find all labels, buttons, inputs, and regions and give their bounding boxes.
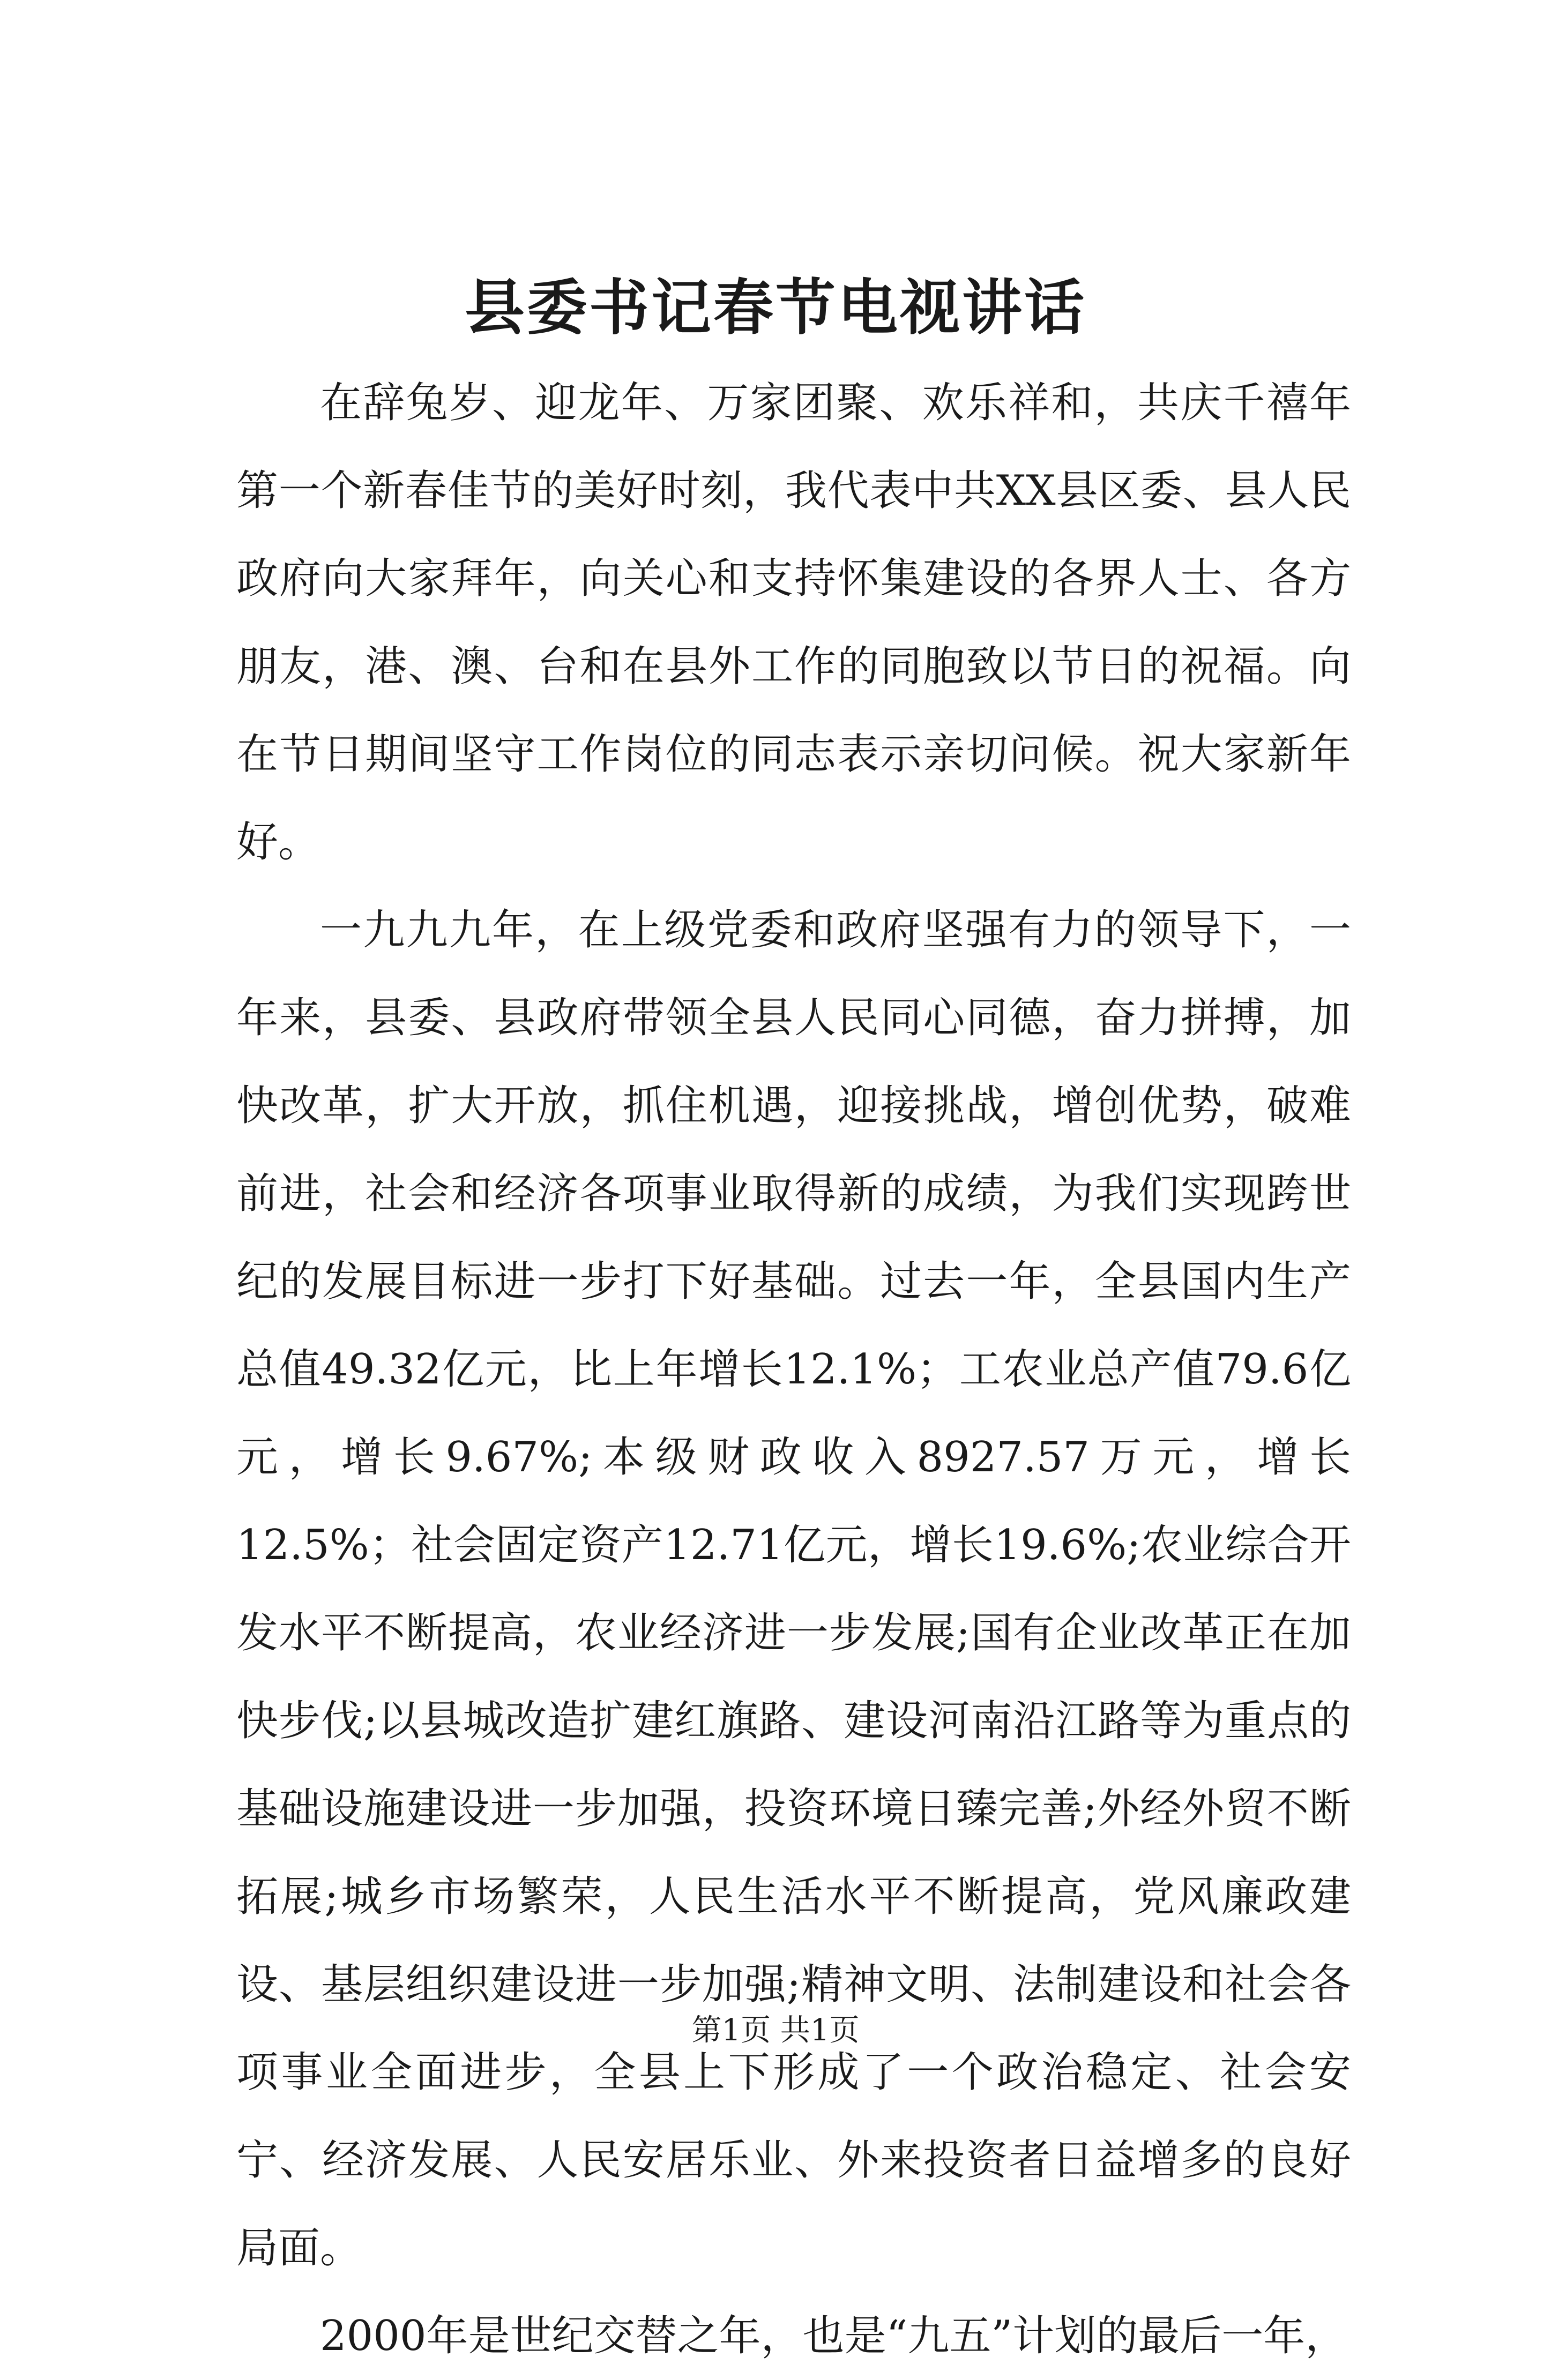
document-body bbox=[236, 359, 1351, 2380]
paragraph-year-2000: 2000年是世纪交替之年，也是“九五”计划的最后一年， bbox=[320, 2312, 1347, 2360]
paragraph-greeting: 在辞兔岁、迎龙年、万家团聚、欢乐祥和，共庆千禧年第一个新春佳节的美好时刻，我代表中共XX县区委、县人民政府向大家拜年，向关心和支持怀集建设的各界人士、各方朋友，港、澳、台和在县外工作的同胞致以节日的祝福。向在节日期间坚守工作岗位的同志表示亲切问候。祝大家新年好。 bbox=[236, 379, 1351, 866]
page-title: 县委书记春节电视讲话 bbox=[465, 273, 1086, 343]
page-footer: 第1页 共1页 bbox=[691, 2013, 860, 2048]
paragraph-review-1999: 一九九九年，在上级党委和政府坚强有力的领导下，一年来，县委、县政府带领全县人民同心同德，奋力拼搏，加快改革，扩大开放，抓住机遇，迎接挑战，增创优势，破难前进，社会和经济各项事业取得新的成绩，为我们实现跨世纪的发展目标进一步打下好基础。过去一年，全县国内生产总值49.32亿元，比上年增长12.1%；工农业总产值79.6亿元，增长9.67%;本级财政收入8927.57万元，增长12.5%；社会固定资产12.71亿元，增长19.6%;农业综合开发水平不断提高，农业经济进一步发展;国有企业改革正在加快步伐;以县城改造扩建红旗路、建设河南沿江路等为重点的基础设施建设进一步加强，投资环境日臻完善;外经外贸不断拓展;城乡市场繁荣，人民生活水平不断提高，党风廉政建设、基层组织建设进一步加强;精神文明、法制建设和社会各项事业全面进步，全县上下形成了一个政治稳定、社会安宁、经济发展、人民安居乐业、外来投资者日益增多的良好局面。 bbox=[236, 906, 1351, 2272]
